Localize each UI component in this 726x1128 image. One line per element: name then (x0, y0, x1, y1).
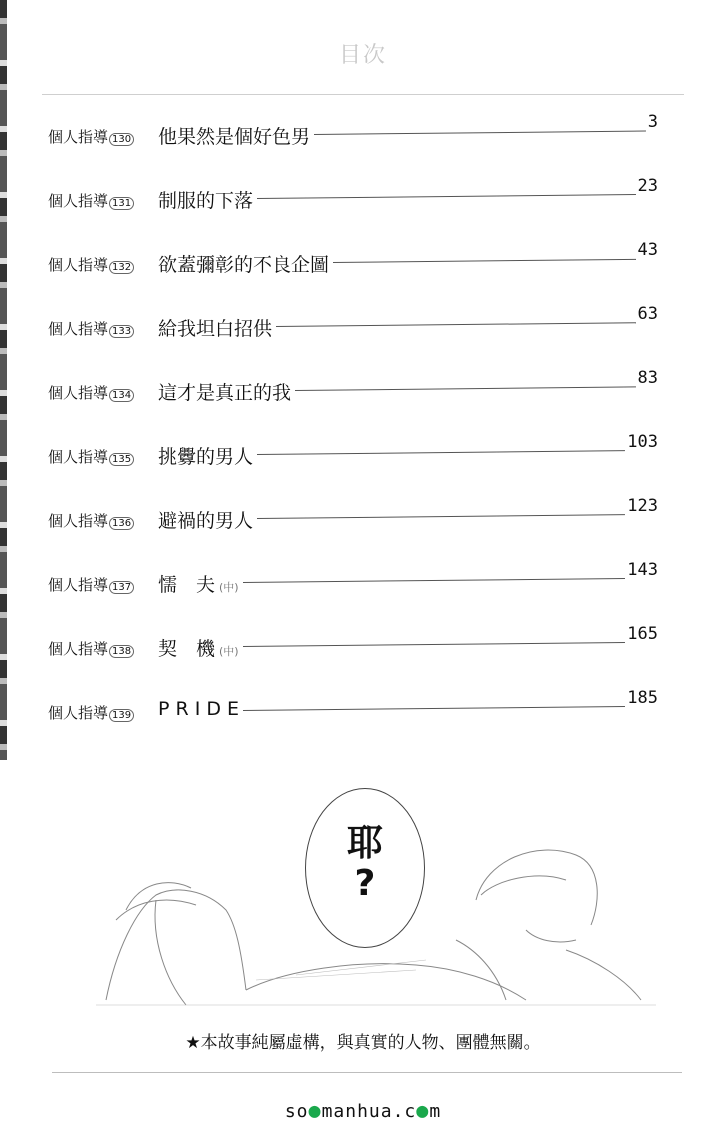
leader-line (243, 642, 625, 647)
chapter-label: 個人指導 138 (48, 638, 134, 659)
disclaimer-text: ★本故事純屬虛構，與真實的人物、團體無關。 (185, 1033, 541, 1053)
page-number: 3 (647, 112, 658, 132)
leader-line (243, 578, 625, 583)
page-number: 143 (627, 560, 658, 580)
chapter-number: 137 (109, 581, 134, 594)
chapter-label: 個人指導 134 (48, 382, 134, 403)
chapter-number: 139 (109, 709, 134, 722)
chapter-title: 給我坦白招供 (158, 318, 273, 340)
leader-line (257, 450, 625, 455)
watermark-dot: ● (308, 1098, 322, 1122)
leader-line (333, 259, 636, 263)
toc-row[interactable] (0, 368, 726, 408)
toc-row[interactable] (0, 240, 726, 280)
chapter-label: 個人指導 136 (48, 510, 134, 531)
footer-rule (52, 1072, 682, 1073)
page-number: 185 (627, 688, 658, 708)
chapter-label: 個人指導 133 (48, 318, 134, 339)
header-rule (42, 94, 684, 95)
leader-line (295, 386, 636, 391)
page-number: 43 (637, 240, 658, 260)
toc-row[interactable] (0, 688, 726, 728)
toc-row[interactable] (0, 624, 726, 664)
site-watermark: so●manhua.c●m (284, 1098, 442, 1122)
chapter-number: 131 (109, 197, 134, 210)
chapter-label: 個人指導 131 (48, 190, 134, 211)
chapter-label: 個人指導 137 (48, 574, 134, 595)
chapter-label: 個人指導 132 (48, 254, 134, 275)
page-number: 23 (637, 176, 658, 196)
leader-line (257, 194, 636, 199)
page-number: 165 (627, 624, 658, 644)
bubble-text: ? (354, 863, 376, 904)
chapter-number: 133 (109, 325, 134, 338)
toc-row[interactable] (0, 560, 726, 600)
chapter-number: 135 (109, 453, 134, 466)
page-number: 83 (637, 368, 658, 388)
chapter-number: 132 (109, 261, 134, 274)
chapter-title: 欲蓋彌彰的不良企圖 (158, 254, 330, 276)
chapter-number: 134 (109, 389, 134, 402)
chapter-number: 130 (109, 133, 134, 146)
part-marker: (中) (219, 581, 239, 594)
bubble-text: 耶 (346, 823, 383, 864)
leader-line (276, 322, 636, 327)
page-number: 63 (637, 304, 658, 324)
speech-bubble (305, 788, 425, 948)
chapter-title: P R I D E (158, 698, 240, 720)
watermark-dot: ● (416, 1098, 430, 1122)
chapter-title: 契 機 (中) (158, 638, 239, 660)
chapter-label: 個人指導 135 (48, 446, 134, 467)
header-title: 目次 (338, 43, 387, 68)
chapter-title: 懦 夫 (中) (158, 574, 239, 596)
chapter-title: 這才是真正的我 (158, 382, 292, 404)
chapter-title: 制服的下落 (158, 190, 254, 212)
chapter-label: 個人指導 130 (48, 126, 134, 147)
chapter-title: 避禍的男人 (158, 510, 254, 532)
page-number: 103 (627, 432, 658, 452)
chapter-title: 他果然是個好色男 (158, 126, 311, 148)
toc-row[interactable] (0, 176, 726, 216)
leader-line (314, 131, 646, 135)
toc-row[interactable] (0, 304, 726, 344)
page-header (0, 38, 726, 69)
chapter-number: 138 (109, 645, 134, 658)
part-marker: (中) (219, 645, 239, 658)
chapter-title: 挑釁的男人 (158, 446, 254, 468)
toc-row[interactable] (0, 432, 726, 472)
toc-row[interactable] (0, 112, 726, 152)
page-number: 123 (627, 496, 658, 516)
chapter-label: 個人指導 139 (48, 702, 134, 723)
leader-line (257, 514, 625, 519)
toc-row[interactable] (0, 496, 726, 536)
leader-line (243, 706, 625, 711)
chapter-number: 136 (109, 517, 134, 530)
